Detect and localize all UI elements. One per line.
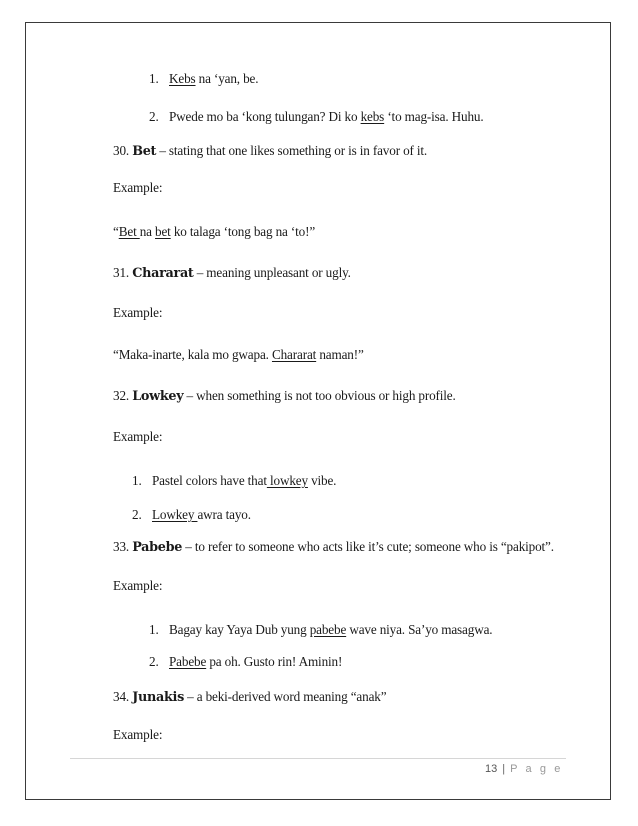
list-item: 2. Lowkey awra tayo. xyxy=(132,507,251,522)
term-chararat: Chararat xyxy=(132,266,194,281)
list-item: 1. Pastel colors have that lowkey vibe. xyxy=(132,473,337,488)
page-number: 13 xyxy=(485,763,498,775)
example-label: Example: xyxy=(113,578,163,593)
term-junakis: Junakis xyxy=(132,690,184,705)
list-item: 2. Pabebe pa oh. Gusto rin! Aminin! xyxy=(149,654,343,669)
footer-separator: | xyxy=(502,763,506,775)
example-label: Example: xyxy=(113,305,163,320)
page-border xyxy=(25,22,611,800)
term-lowkey: Lowkey xyxy=(132,389,184,404)
example-sentence: “Maka-inarte, kala mo gwapa. Chararat naman!” xyxy=(113,347,364,362)
example-label: Example: xyxy=(113,180,163,195)
footer-rule xyxy=(70,758,566,759)
entry-junakis: 34. Junakis – a beki-derived word meaning “anak” xyxy=(113,689,387,705)
page-footer xyxy=(0,763,563,775)
list-item: 1. Kebs na ‘yan, be. xyxy=(149,71,259,86)
page-label: P a g e xyxy=(510,763,563,775)
term-bet: Bet xyxy=(132,144,157,159)
list-item: 2. Pwede mo ba ‘kong tulungan? Di ko kebs ‘to mag-isa. Huhu. xyxy=(149,109,484,124)
term-pabebe: Pabebe xyxy=(132,540,183,555)
list-item: 1. Bagay kay Yaya Dub yung pabebe wave niya. Sa’yo masagwa. xyxy=(149,622,493,637)
entry-chararat: 31. Chararat – meaning unpleasant or ugly. xyxy=(113,265,351,281)
example-sentence: “Bet na bet ko talaga ‘tong bag na ‘to!” xyxy=(113,224,316,239)
entry-pabebe: 33. Pabebe – to refer to someone who acts like it’s cute; someone who is “pakipot”. xyxy=(113,539,554,555)
entry-bet: 30. Bet – stating that one likes something or is in favor of it. xyxy=(113,143,428,159)
entry-lowkey: 32. Lowkey – when something is not too obvious or high profile. xyxy=(113,388,456,404)
example-label: Example: xyxy=(113,429,163,444)
example-label: Example: xyxy=(113,727,163,742)
